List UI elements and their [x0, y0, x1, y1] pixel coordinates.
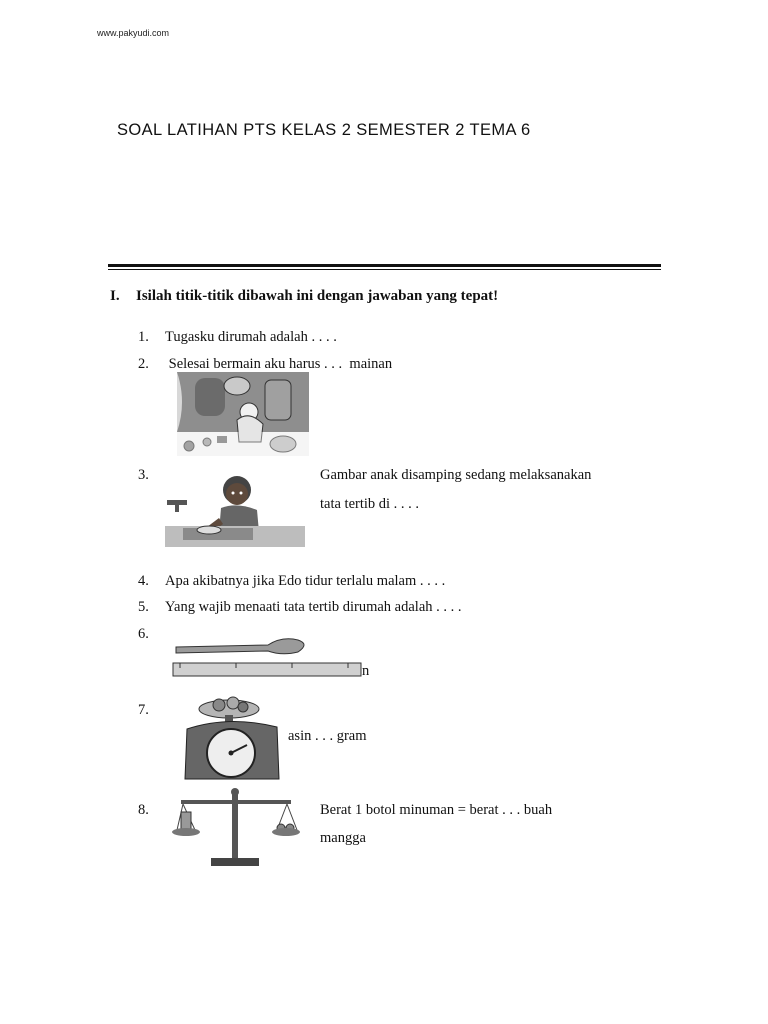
- child-washing-dishes-illustration: [165, 472, 305, 547]
- question-text: Yang wajib menaati tata tertib dirumah adalah . . . .: [165, 599, 462, 615]
- question-number: 4.: [138, 573, 149, 589]
- question-number: 1.: [138, 329, 149, 345]
- question-number: 3.: [138, 467, 149, 483]
- question-8-line-1: Berat 1 botol minuman = berat . . . buah: [320, 802, 553, 818]
- question-3-line-2: tata tertib di . . . .: [320, 496, 420, 512]
- question-text: Apa akibatnya jika Edo tidur terlalu malam . . . .: [165, 573, 446, 589]
- kitchen-scale-illustration: [181, 693, 285, 785]
- question-number: 2.: [138, 356, 149, 372]
- spoon-and-ruler-illustration: [172, 634, 364, 680]
- question-text: Tugasku dirumah adalah . . . .: [165, 329, 337, 345]
- question-7-text: asin . . . gram: [288, 728, 367, 744]
- section-number: I.: [110, 288, 120, 304]
- section-heading: [110, 288, 498, 305]
- question-number: 7.: [138, 702, 149, 718]
- divider-thick: [108, 264, 661, 267]
- question-number: 5.: [138, 599, 149, 615]
- question-number: 8.: [138, 802, 149, 818]
- question-text: Selesai bermain aku harus . . . mainan: [165, 356, 393, 372]
- child-cleaning-toys-illustration: [177, 372, 309, 456]
- question-3-line-1: Gambar anak disamping sedang melaksanakan: [320, 467, 592, 483]
- question-8-line-2: mangga: [320, 830, 366, 846]
- question-number: 6.: [138, 626, 149, 642]
- site-url: www.pakyudi.com: [97, 28, 170, 38]
- question-6-trailing-text: n: [362, 663, 370, 679]
- page-title: SOAL LATIHAN PTS KELAS 2 SEMESTER 2 TEMA 6: [117, 121, 531, 139]
- section-instruction: Isilah titik-titik dibawah ini dengan jawaban yang tepat!: [136, 288, 499, 304]
- divider-thin: [108, 269, 661, 270]
- balance-scale-illustration: [173, 786, 299, 868]
